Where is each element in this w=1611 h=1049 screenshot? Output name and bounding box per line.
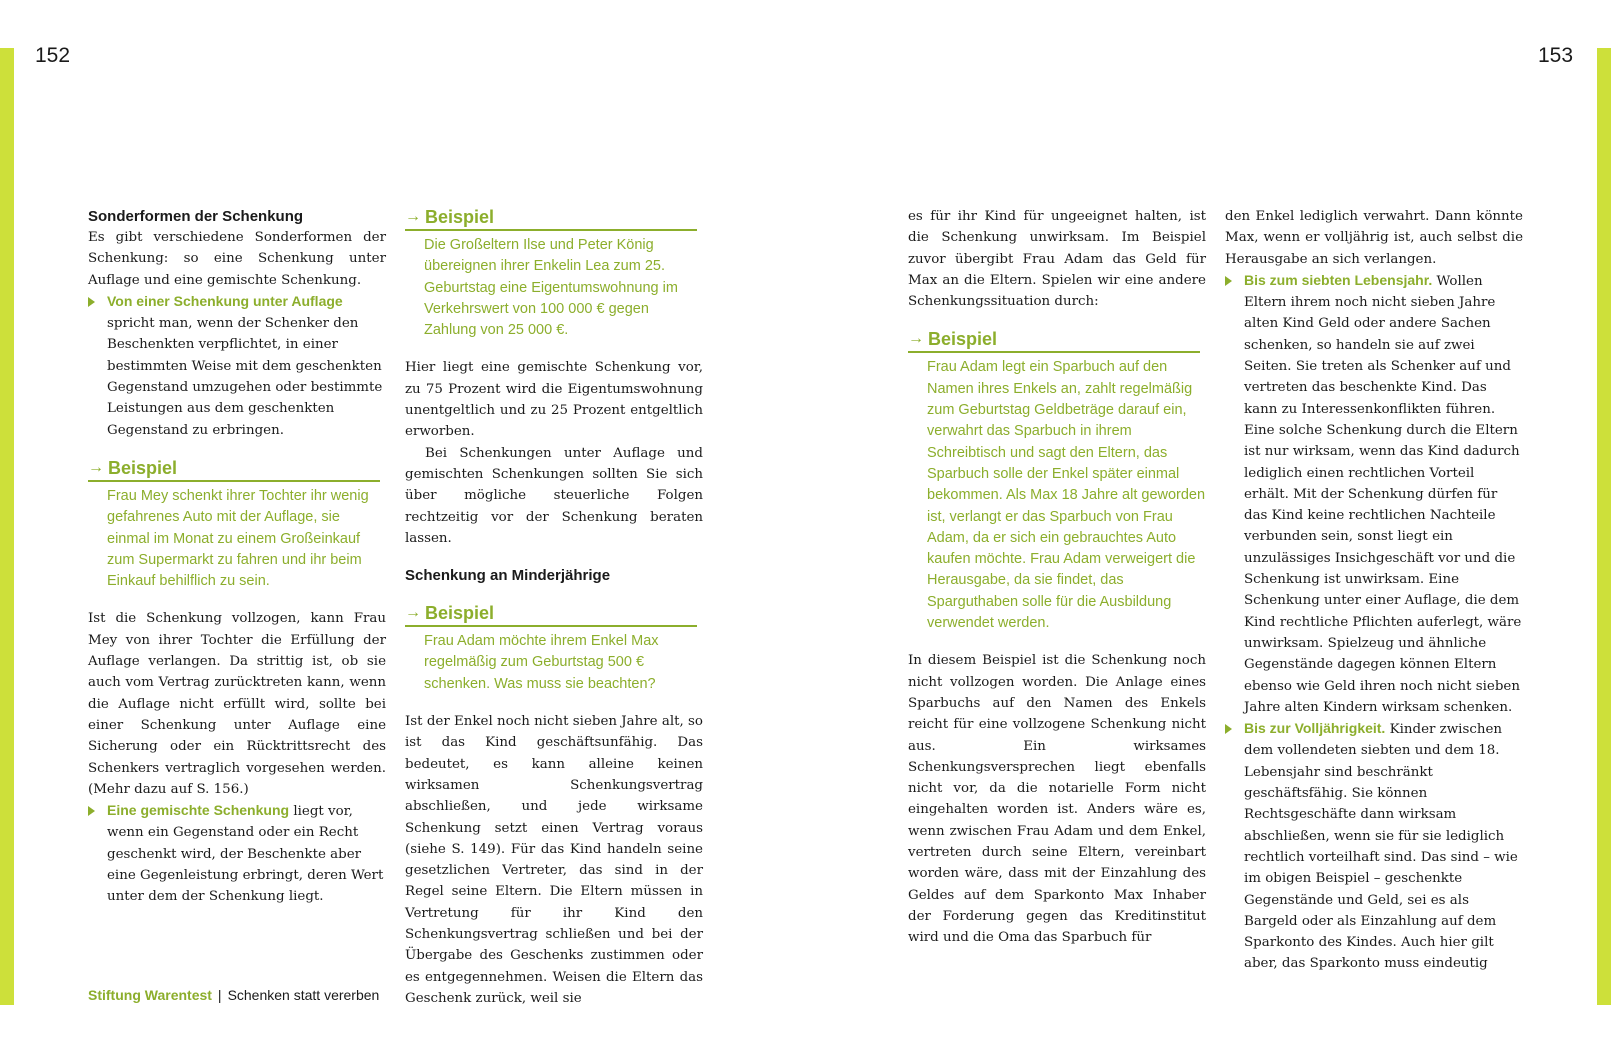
bullet-text: Wollen Eltern ihrem noch nicht sieben Jahre alten Kind Geld oder andere Sachen schenken, so handeln sie auf zwei Seiten. Sie treten als Schenker auf und vertreten das beschenkte Kind. Das kann zu Interessenkonflikten führen. Eine solche Schenkung durch die Eltern ist nur wirksam, wenn das Kind dadurch lediglich einen rechtlichen Vorteil erhält. Mit der Schenkung dürfen für das Kind keine rechtlichen Nachteile verbunden sein, sonst liegt ein unzulässiges Insichgeschäft vor und die Schenkung ist unwirksam. Eine Schenkung unter einer Auflage, die dem Kind rechtliche Pflichten auferlegt, wäre unwirksam. Spielzeug und ähnliche Gegenstände dagegen können Eltern ebenso wie Geld ihren noch nicht sieben Jahre alten Kindern wirksam schenken. — [1244, 273, 1522, 715]
bullet-text: spricht man, wenn der Schenker den Beschenkten verpflichtet, in einer bestimmten Weise mit dem geschenkten Gegenstand umzugehen oder bestimmte Leistungen aus dem geschenkten Gegenstand zu erbringen. — [107, 316, 383, 438]
right-accent-bar — [1597, 48, 1611, 1005]
bullet-item — [1225, 718, 1523, 975]
paragraph: es für ihr Kind für ungeeignet halten, ist die Schenkung unwirksam. Im Beispiel zuvor übergibt Frau Adam das Geld für Max an die Eltern. Spielen wir eine andere Schenkungssituation durch: — [908, 209, 1206, 310]
arrow-right-icon: → — [88, 458, 104, 476]
example-text: Frau Adam legt ein Sparbuch auf den Namen ihres Enkels an, zahlt regelmäßig zum Geburtstag Geldbeträge darauf ein, verwahrt das Sparbuch in ihrem Schreibtisch und sagt den Eltern, das Sparbuch solle der Enkel später einmal bekommen. Als Max 18 Jahre alt geworden ist, verlangt er das Sparbuch von Frau Adam, da er sich ein gebrauchtes Auto kaufen möchte. Frau Adam verweigert die Herausgabe, da sie findet, das Sparguthaben solle für die Ausbildung verwendet werden. — [927, 359, 1206, 632]
paragraph: Hier liegt eine gemischte Schenkung vor, zu 75 Prozent wird die Eigentumswohnung unentgeltlich und zu 25 Prozent entgeltlich erworben. — [405, 360, 703, 440]
example-text: Frau Adam möchte ihrem Enkel Max regelmäßig zum Geburtstag 500 € schenken. Was muss sie beachten? — [424, 633, 659, 692]
column-2 — [405, 206, 703, 1009]
column-3 — [908, 206, 1206, 949]
paragraph: Ist der Enkel noch nicht sieben Jahre alt, so ist das Kind geschäftsunfähig. Das bedeutet, es kann alleine keinen wirksamen Schenkungsvertrag abschließen, und jede wirksame Schenkung setzt einen Vertrag voraus (siehe S. 149). Für das Kind handeln seine gesetzlichen Vertreter, das sind in der Regel seine Eltern. Die Eltern müssen in Vertretung für ihr Kind den Schenkungsvertrag schließen und bei der Übergabe des Geschenks zustimmen oder es entgegennehmen. Weisen die Eltern das Geschenk zurück, weil sie — [405, 714, 703, 1006]
bullet-item — [88, 291, 386, 441]
paragraph: Ist die Schenkung vollzogen, kann Frau Mey von ihrer Tochter die Erfüllung der Auflage verlangen. Da strittig ist, ob sie auch vom Vertrag zurücktreten kann, wenn die Auflage nicht erfüllt wird, sollte bei einer Schenkung unter Auflage eine Sicherung oder ein Rücktrittsrecht des Schenkers vertraglich vorgesehen werden. (Mehr dazu auf S. 156.) — [88, 611, 386, 797]
bullet-text: liegt vor, wenn ein Gegenstand oder ein Recht geschenkt wird, der Beschenkte aber eine Gegenleistung erbringt, deren Wert unter dem der Schenkung liegt. — [107, 804, 384, 905]
footer-brand: Stiftung Warentest — [88, 987, 212, 1003]
example-heading — [405, 602, 697, 627]
footer-title: Schenken statt vererben — [227, 987, 380, 1003]
example-label: Beispiel — [425, 207, 495, 227]
paragraph: Bei Schenkungen unter Auflage und gemischten Schenkungen sollten Sie sich über mögliche steuerliche Folgen rechtzeitig vor der Schenkung beraten lassen. — [405, 445, 703, 546]
footer — [88, 987, 379, 1003]
bullet-lead: Bis zum siebten Lebensjahr. — [1244, 271, 1433, 288]
example-heading — [908, 328, 1200, 353]
example-text: Die Großeltern Ilse und Peter König übereignen ihrer Enkelin Lea zum 25. Geburtstag eine Eigentumswohnung im Verkehrswert von 100 000 € gegen Zahlung von 25 000 €. — [424, 237, 678, 339]
page-number-left: 152 — [35, 44, 71, 67]
bullet-item — [88, 800, 386, 907]
column-1 — [88, 206, 386, 908]
column-4 — [1225, 206, 1523, 975]
example-text: Frau Mey schenkt ihrer Tochter ihr wenig gefahrenes Auto mit der Auflage, sie einmal im Monat zu einem Großeinkauf zum Supermarkt zu fahren und ihr beim Einkauf behilflich zu sein. — [107, 487, 369, 590]
arrow-right-icon: → — [405, 604, 421, 622]
left-accent-bar — [0, 48, 14, 1005]
bullet-item — [1225, 270, 1523, 718]
arrow-right-icon: → — [405, 208, 421, 225]
bullet-lead: Bis zur Volljährigkeit. — [1244, 720, 1386, 737]
example-label: Beispiel — [425, 603, 495, 624]
bullet-lead: Eine gemischte Schenkung — [107, 802, 290, 819]
bullet-text: Kinder zwischen dem vollendeten siebten und dem 18. Lebensjahr sind beschränkt geschäftsfähig. Sie können Rechtsgeschäfte dann wirksam abschließen, wenn sie für sie lediglich rechtlich vorteilhaft sind. Das sind – wie im obigen Beispiel – geschenkte Gegenstände und Geld, sei es als Bargeld oder als Einzahlung auf dem Sparkonto des Kindes. Auch hier gilt aber, das Sparkonto muss eindeutig — [1244, 722, 1518, 972]
paragraph: den Enkel lediglich verwahrt. Dann könnte Max, wenn er volljährig ist, auch selbst die Herausgabe an sich verlangen. — [1225, 209, 1523, 267]
page-number-right: 153 — [1538, 44, 1574, 67]
example-label: Beispiel — [928, 329, 998, 350]
footer-separator: | — [217, 987, 222, 1003]
paragraph: Es gibt verschiedene Sonderformen der Schenkung: so eine Schenkung unter Auflage und eine gemischte Schenkung. — [88, 230, 386, 288]
triangle-bullet-icon — [88, 297, 95, 307]
example-heading — [88, 457, 380, 482]
example-heading — [405, 206, 697, 231]
section-heading-sonderformen: Sonderformen der Schenkung — [88, 208, 304, 225]
triangle-bullet-icon — [1225, 276, 1232, 286]
bullet-lead: Von einer Schenkung unter Auflage — [107, 292, 343, 309]
triangle-bullet-icon — [88, 806, 95, 816]
example-label: Beispiel — [108, 457, 178, 478]
arrow-right-icon: → — [908, 330, 924, 348]
paragraph: In diesem Beispiel ist die Schenkung noch nicht vollzogen worden. Die Anlage eines Sparbuchs auf den Namen des Enkels reicht für eine vollzogene Schenkung nicht aus. Ein wirksames Schenkungsversprechen liegt ebenfalls nicht vor, da die notarielle Form nicht eingehalten worden ist. Anders wäre es, wenn zwischen Frau Adam und dem Enkel, vertreten durch seine Eltern, vereinbart worden wäre, dass mit der Einzahlung des Geldes auf dem Sparkonto Max Inhaber der Forderung gegen das Kreditinstitut wird und die Oma das Sparbuch für — [908, 653, 1206, 946]
section-heading-minderjaehrige: Schenkung an Minderjährige — [405, 567, 611, 585]
triangle-bullet-icon — [1225, 724, 1232, 734]
